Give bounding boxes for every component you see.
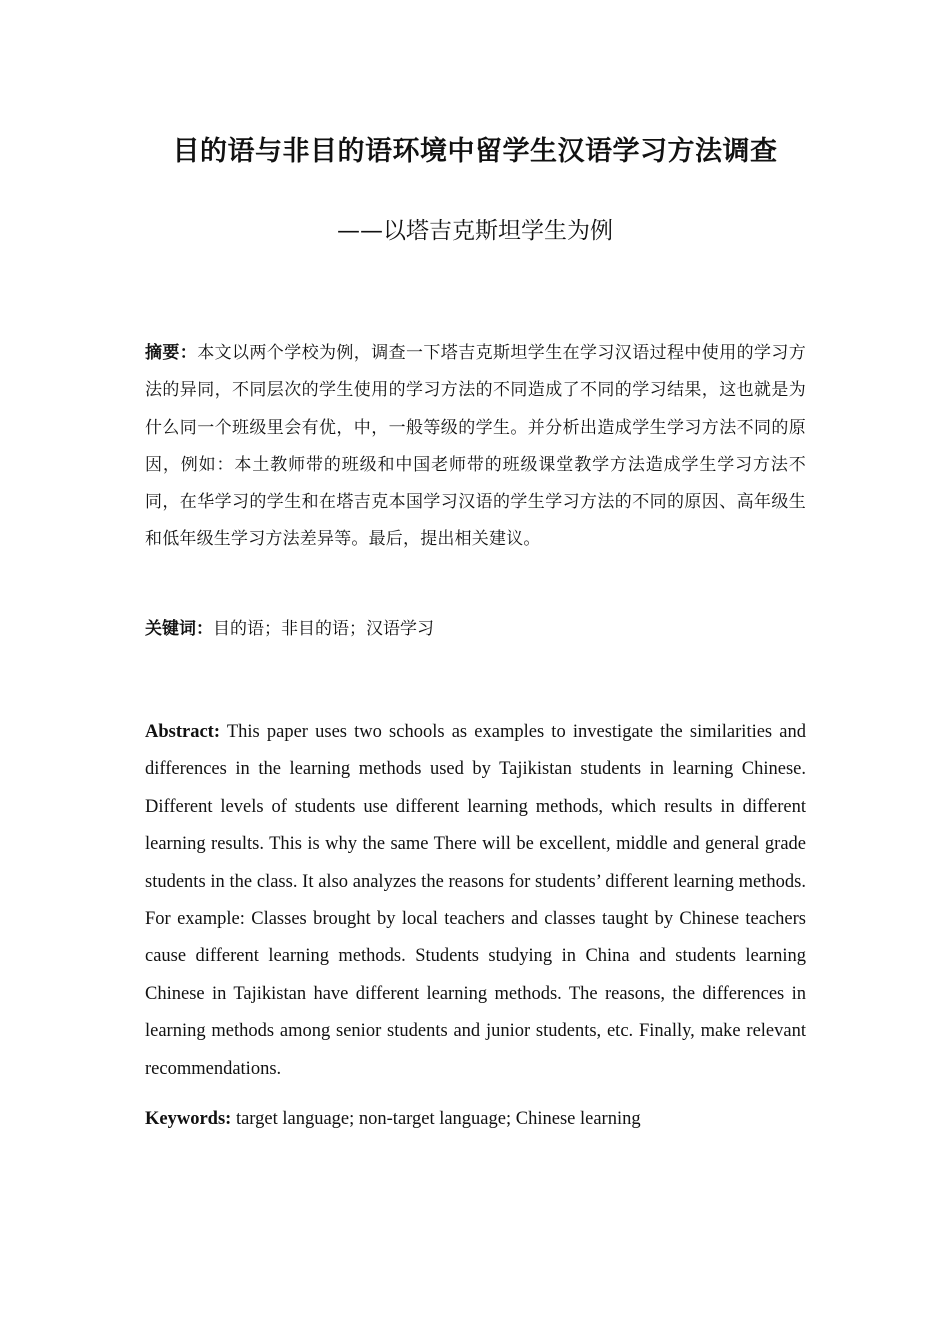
english-keywords [145, 1101, 806, 1138]
english-keywords-text: target language; non-target language; Chinese learning [231, 1109, 641, 1129]
chinese-keywords [145, 611, 806, 648]
english-abstract [145, 714, 806, 1088]
english-keywords-label: Keywords: [145, 1109, 232, 1129]
english-abstract-text: This paper uses two schools as examples to investigate the similarities and differences in the learning methods used by Tajikistan students in learning Chinese. Different levels of students use different learning methods, which results in different learning results. This is why the same There will be excellent, middle and general grade students in the class. It also analyzes the reasons for students’ different learning methods. For example: Classes brought by local teachers and classes taught by Chinese teachers cause different learning methods. Students studying in China and students learning Chinese in Tajikistan have different learning methods. The reasons, the differences in learning methods among senior students and junior students, etc. Finally, make relevant recommendations. [145, 722, 806, 1079]
chinese-keywords-label: 关键词： [145, 619, 213, 639]
chinese-keywords-text: 目的语；非目的语；汉语学习 [213, 619, 434, 639]
paper-subtitle: ——以塔吉克斯坦学生为例 [337, 218, 613, 244]
chinese-abstract [145, 335, 806, 559]
chinese-abstract-text: 本文以两个学校为例，调查一下塔吉克斯坦学生在学习汉语过程中使用的学习方法的异同，不同层次的学生使用的学习方法的不同造成了不同的学习结果，这也就是为什么同一个班级里会有优，中，一般等级的学生。并分析出造成学生学习方法不同的原因，例如：本土教师带的班级和中国老师带的班级课堂教学方法造成学生学习方法不同，在华学习的学生和在塔吉克本国学习汉语的学生学习方法的不同的原因、高年级生和低年级生学习方法差异等。最后，提出相关建议。 [145, 343, 806, 550]
chinese-abstract-label: 摘要： [145, 343, 198, 363]
english-abstract-label: Abstract: [145, 722, 221, 742]
paper-title: 目的语与非目的语环境中留学生汉语学习方法调查 [172, 136, 778, 167]
